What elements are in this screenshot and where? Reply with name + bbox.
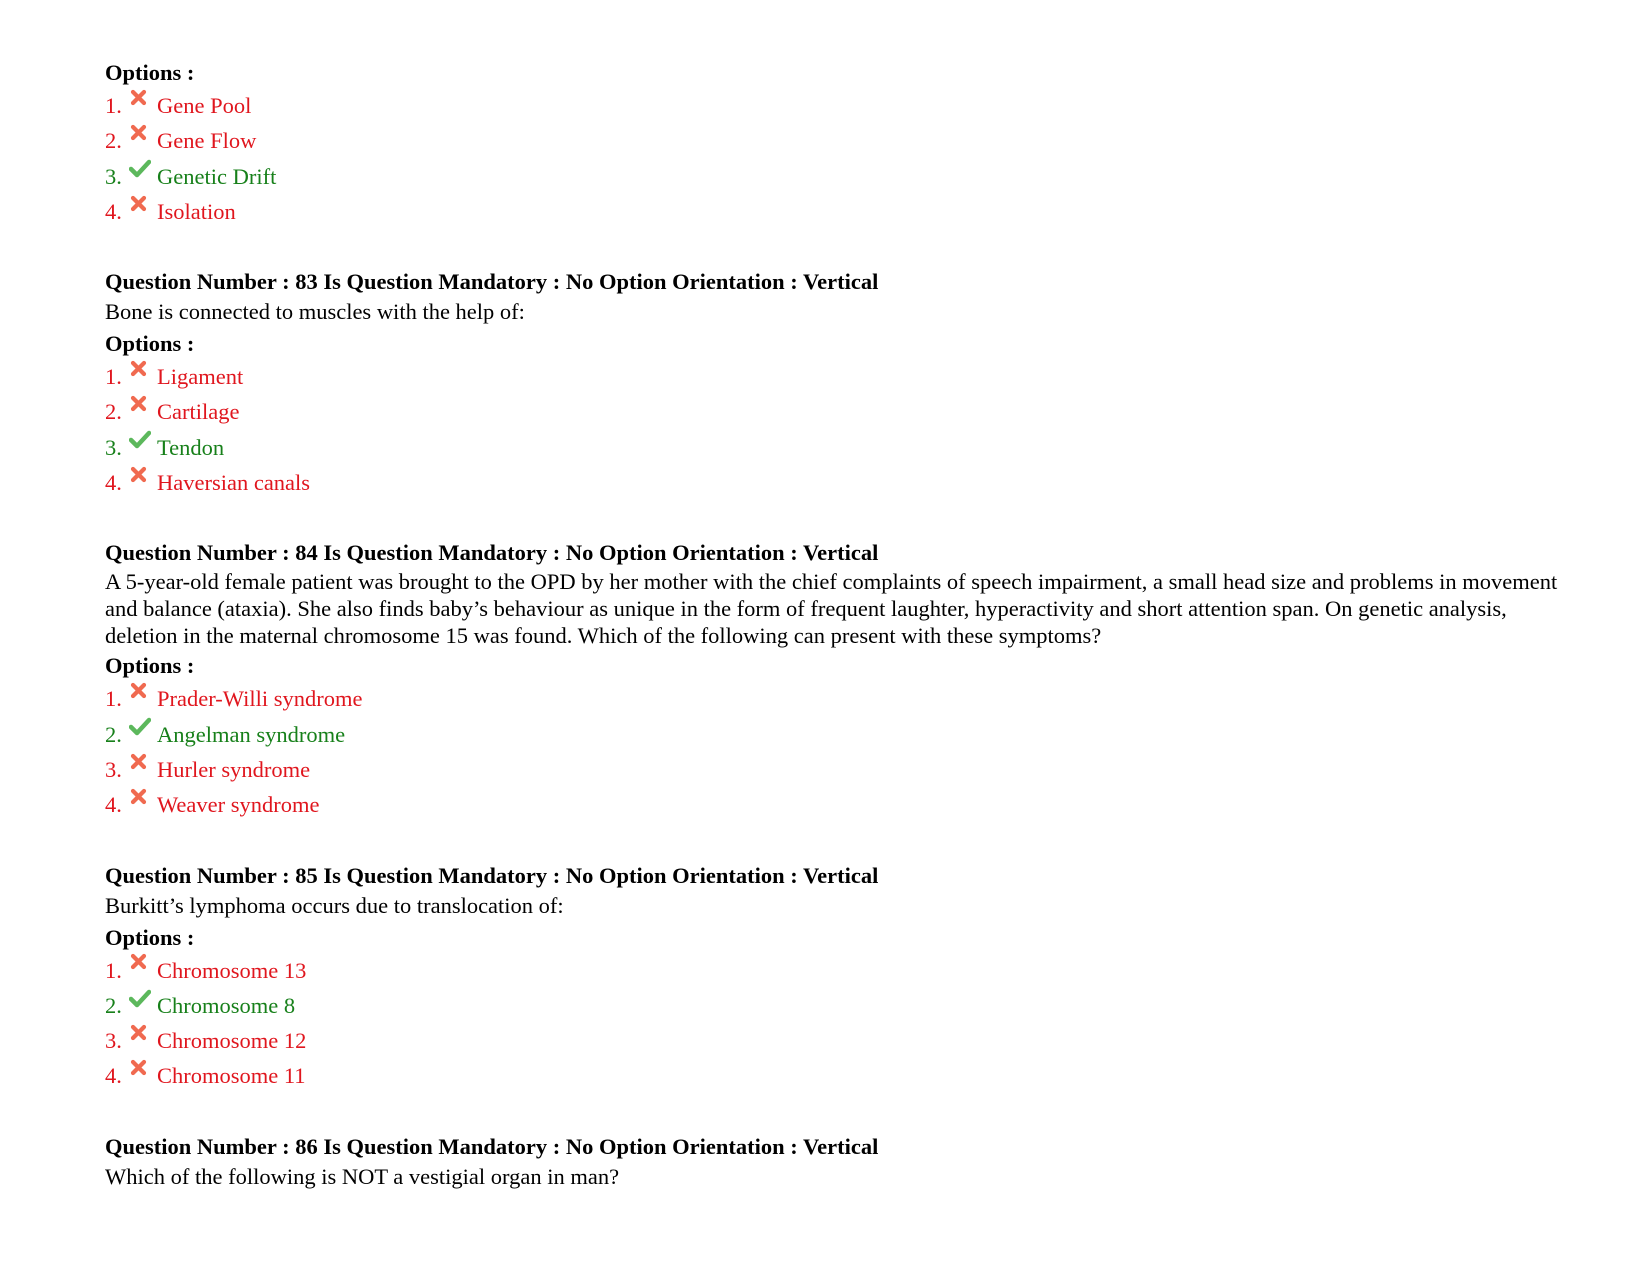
options-list bbox=[105, 953, 1565, 1094]
option-number: 2. bbox=[105, 721, 122, 747]
question-header: Question Number : 84 Is Question Mandatory : No Option Orientation : Vertical bbox=[105, 540, 879, 566]
options-list bbox=[105, 359, 1565, 500]
option-number: 3. bbox=[105, 756, 122, 782]
check-icon bbox=[129, 430, 155, 452]
option-number: 4. bbox=[105, 792, 122, 818]
question-text: Bone is connected to muscles with the help of: bbox=[105, 299, 525, 325]
cross-icon bbox=[129, 89, 155, 111]
options-label: Options : bbox=[105, 60, 195, 85]
option-item bbox=[105, 194, 1565, 229]
option-text: Angelman syndrome bbox=[157, 721, 346, 747]
option-text: Weaver syndrome bbox=[157, 792, 320, 818]
document-page bbox=[105, 58, 1565, 1192]
options-list bbox=[105, 681, 1565, 822]
check-icon bbox=[129, 159, 155, 181]
option-text: Ligament bbox=[157, 364, 244, 390]
question-block-85 bbox=[105, 861, 1565, 1094]
option-item bbox=[105, 787, 1565, 822]
option-item bbox=[105, 681, 1565, 716]
option-item bbox=[105, 1023, 1565, 1058]
question-text: Burkitt’s lymphoma occurs due to translocation of: bbox=[105, 892, 564, 918]
cross-icon bbox=[129, 195, 155, 217]
options-label: Options : bbox=[105, 924, 195, 950]
option-item bbox=[105, 988, 1565, 1023]
check-icon bbox=[129, 989, 155, 1011]
option-text: Gene Pool bbox=[157, 93, 252, 118]
option-item bbox=[105, 123, 1565, 158]
check-icon bbox=[129, 717, 155, 739]
option-number: 4. bbox=[105, 1063, 122, 1089]
options-label: Options : bbox=[105, 653, 195, 679]
option-number: 3. bbox=[105, 434, 122, 460]
cross-icon bbox=[129, 395, 155, 417]
option-item bbox=[105, 430, 1565, 465]
option-item bbox=[105, 953, 1565, 988]
question-block-84 bbox=[105, 538, 1565, 822]
question-block-82 bbox=[105, 58, 1565, 229]
option-item bbox=[105, 394, 1565, 429]
cross-icon bbox=[129, 1024, 155, 1046]
option-item bbox=[105, 159, 1565, 194]
option-number: 3. bbox=[105, 1028, 122, 1054]
option-text: Tendon bbox=[157, 434, 225, 460]
option-item bbox=[105, 465, 1565, 500]
cross-icon bbox=[129, 360, 155, 382]
option-number: 1. bbox=[105, 686, 122, 712]
options-list bbox=[105, 88, 1565, 229]
option-text: Chromosome 8 bbox=[157, 992, 296, 1018]
question-text: A 5-year-old female patient was brought to the OPD by her mother with the chief complaints of speech impairment, a small head size and problems in movement and balance (ataxia). She also finds baby’s behaviour as unique in the form of frequent laughter, hyperactivity and short attention span. On genetic analysis, deletion in the maternal chromosome 15 was found. Which of the following can present with these symptoms? bbox=[105, 569, 1558, 649]
option-number: 2. bbox=[105, 992, 122, 1018]
option-number: 1. bbox=[105, 957, 122, 983]
option-text: Prader-Willi syndrome bbox=[157, 686, 363, 712]
cross-icon bbox=[129, 788, 155, 810]
option-text: Genetic Drift bbox=[157, 163, 277, 189]
option-text: Gene Flow bbox=[157, 128, 257, 154]
option-item bbox=[105, 359, 1565, 394]
option-text: Hurler syndrome bbox=[157, 756, 311, 782]
cross-icon bbox=[129, 1059, 155, 1081]
option-number: 3. bbox=[105, 163, 122, 189]
option-item bbox=[105, 88, 1565, 123]
option-text: Chromosome 13 bbox=[157, 957, 307, 983]
cross-icon bbox=[129, 953, 155, 975]
option-number: 2. bbox=[105, 128, 122, 154]
question-header: Question Number : 85 Is Question Mandatory : No Option Orientation : Vertical bbox=[105, 862, 879, 888]
option-item bbox=[105, 752, 1565, 787]
cross-icon bbox=[129, 682, 155, 704]
options-label: Options : bbox=[105, 331, 195, 357]
option-item bbox=[105, 1058, 1565, 1093]
option-text: Chromosome 11 bbox=[157, 1063, 306, 1089]
option-number: 1. bbox=[105, 93, 122, 118]
option-number: 4. bbox=[105, 470, 122, 496]
option-number: 1. bbox=[105, 364, 122, 390]
option-number: 2. bbox=[105, 399, 122, 425]
option-number: 4. bbox=[105, 198, 122, 224]
cross-icon bbox=[129, 466, 155, 488]
question-header: Question Number : 86 Is Question Mandatory : No Option Orientation : Vertical bbox=[105, 1133, 879, 1159]
option-item bbox=[105, 717, 1565, 752]
option-text: Haversian canals bbox=[157, 470, 311, 496]
question-header: Question Number : 83 Is Question Mandatory : No Option Orientation : Vertical bbox=[105, 269, 879, 295]
question-text: Which of the following is NOT a vestigial organ in man? bbox=[105, 1163, 620, 1189]
question-block-83 bbox=[105, 267, 1565, 500]
cross-icon bbox=[129, 124, 155, 146]
option-text: Isolation bbox=[157, 198, 236, 224]
question-block-86 bbox=[105, 1132, 1565, 1192]
cross-icon bbox=[129, 753, 155, 775]
option-text: Chromosome 12 bbox=[157, 1028, 307, 1054]
option-text: Cartilage bbox=[157, 399, 240, 425]
